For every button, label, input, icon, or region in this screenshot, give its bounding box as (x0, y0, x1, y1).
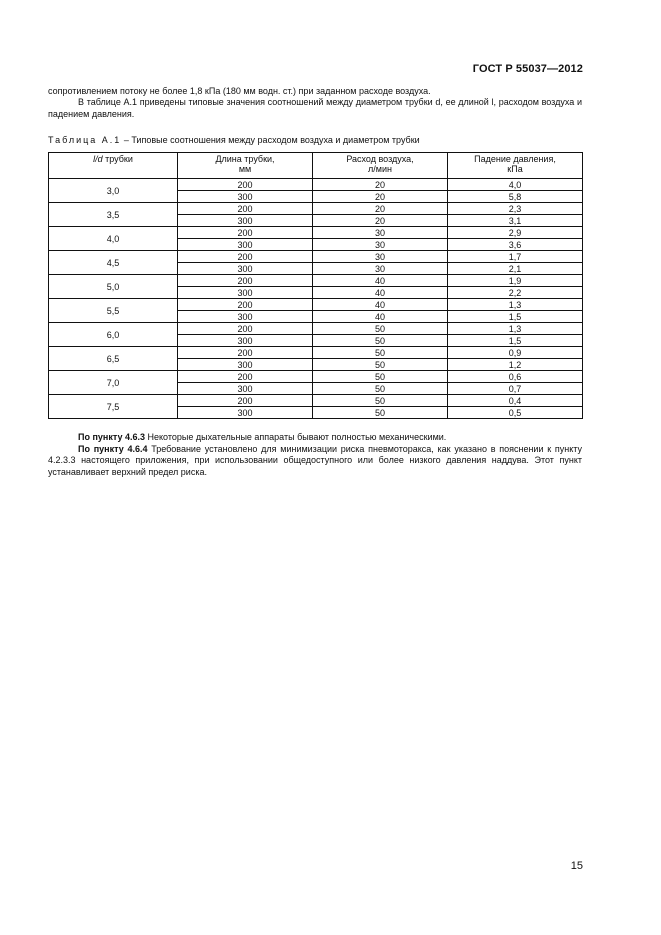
intro-line-1: сопротивлением потоку не более 1,8 кПа (180 мм водн. ст.) при заданном расходе воздуха. (48, 86, 431, 96)
length-cell: 200 (178, 251, 313, 263)
header-pressure-unit: кПа (507, 164, 523, 174)
length-cell: 200 (178, 323, 313, 335)
airflow-table (48, 152, 583, 419)
length-cell: 300 (178, 383, 313, 395)
pressure-cell: 2,9 (448, 227, 583, 239)
pressure-cell: 1,9 (448, 275, 583, 287)
page-number: 15 (570, 860, 583, 872)
flow-cell: 50 (313, 371, 448, 383)
table-row (49, 347, 583, 359)
note-4-6-4-label: По пункту 4.6.4 (78, 443, 148, 454)
flow-cell: 40 (313, 287, 448, 299)
header-length-label: Длина трубки, (215, 154, 275, 164)
flow-cell: 30 (313, 263, 448, 275)
length-cell: 300 (178, 287, 313, 299)
pressure-cell: 0,4 (448, 395, 583, 407)
length-cell: 300 (178, 239, 313, 251)
note-4-6-4 (48, 444, 582, 479)
flow-cell: 50 (313, 347, 448, 359)
pressure-cell: 1,7 (448, 251, 583, 263)
table-body (49, 179, 583, 419)
pressure-cell: 1,3 (448, 299, 583, 311)
ld-cell: 6,0 (49, 323, 178, 347)
table-row (49, 275, 583, 287)
document-code: ГОСТ Р 55037—2012 (472, 63, 583, 75)
flow-cell: 50 (313, 395, 448, 407)
table-row (49, 323, 583, 335)
note-4-6-3-text: Некоторые дыхательные аппараты бывают полностью механическими. (145, 432, 447, 442)
header-flow-unit: л/мин (368, 164, 392, 174)
intro-text (48, 86, 582, 120)
flow-cell: 50 (313, 359, 448, 371)
note-4-6-3-label: По пункту 4.6.3 (78, 432, 146, 442)
pressure-cell: 5,8 (448, 191, 583, 203)
flow-cell: 50 (313, 383, 448, 395)
table-row (49, 203, 583, 215)
length-cell: 200 (178, 179, 313, 191)
length-cell: 200 (178, 275, 313, 287)
pressure-cell: 1,5 (448, 311, 583, 323)
length-cell: 200 (178, 203, 313, 215)
pressure-cell: 4,0 (448, 179, 583, 191)
header-pressure-label: Падение давления, (474, 154, 556, 164)
ld-cell: 3,0 (49, 179, 178, 203)
table-caption (48, 135, 420, 145)
flow-cell: 20 (313, 215, 448, 227)
flow-cell: 20 (313, 203, 448, 215)
length-cell: 300 (178, 191, 313, 203)
length-cell: 200 (178, 227, 313, 239)
header-ld-italic: l/d (93, 154, 103, 164)
pressure-cell: 1,3 (448, 323, 583, 335)
header-ld (49, 153, 178, 179)
ld-cell: 3,5 (49, 203, 178, 227)
header-flow (313, 153, 448, 179)
flow-cell: 40 (313, 299, 448, 311)
length-cell: 300 (178, 311, 313, 323)
table-row (49, 371, 583, 383)
flow-cell: 50 (313, 323, 448, 335)
flow-cell: 50 (313, 407, 448, 419)
note-4-6-3 (48, 432, 582, 444)
length-cell: 200 (178, 299, 313, 311)
pressure-cell: 3,6 (448, 239, 583, 251)
length-cell: 300 (178, 263, 313, 275)
pressure-cell: 2,3 (448, 203, 583, 215)
flow-cell: 20 (313, 191, 448, 203)
ld-cell: 6,5 (49, 347, 178, 371)
intro-line-2: В таблице А.1 приведены типовые значения соотношений между диаметром трубки d, ее длиной l, расходом воздуха и падением давления. (48, 97, 582, 119)
pressure-cell: 0,6 (448, 371, 583, 383)
ld-cell: 5,0 (49, 275, 178, 299)
table-caption-prefix: Таблица А.1 (48, 135, 122, 145)
table-row (49, 227, 583, 239)
table-row (49, 395, 583, 407)
length-cell: 200 (178, 395, 313, 407)
notes-section (48, 432, 582, 478)
flow-cell: 30 (313, 239, 448, 251)
ld-cell: 7,5 (49, 395, 178, 419)
length-cell: 300 (178, 407, 313, 419)
ld-cell: 7,0 (49, 371, 178, 395)
ld-cell: 4,5 (49, 251, 178, 275)
table-caption-text: – Типовые соотношения между расходом воздуха и диаметром трубки (121, 135, 420, 145)
length-cell: 300 (178, 359, 313, 371)
header-ld-rest: трубки (102, 154, 133, 164)
length-cell: 300 (178, 215, 313, 227)
pressure-cell: 2,2 (448, 287, 583, 299)
table-row (49, 179, 583, 191)
length-cell: 200 (178, 371, 313, 383)
note-4-6-4-text: Требование установлено для минимизации риска пневмоторакса, как указано в пояснении к пункту 4.2.3.3 настоящего приложения, при использовании общедоступного или более низкого давления наддува. Этот пункт устанавливает верхний предел риска. (48, 443, 582, 477)
ld-cell: 4,0 (49, 227, 178, 251)
pressure-cell: 0,5 (448, 407, 583, 419)
flow-cell: 40 (313, 275, 448, 287)
ld-cell: 5,5 (49, 299, 178, 323)
pressure-cell: 1,5 (448, 335, 583, 347)
flow-cell: 50 (313, 335, 448, 347)
header-length (178, 153, 313, 179)
pressure-cell: 0,7 (448, 383, 583, 395)
flow-cell: 20 (313, 179, 448, 191)
table-row (49, 251, 583, 263)
length-cell: 200 (178, 347, 313, 359)
header-flow-label: Расход воздуха, (346, 154, 414, 164)
flow-cell: 30 (313, 251, 448, 263)
header-pressure (448, 153, 583, 179)
flow-cell: 30 (313, 227, 448, 239)
pressure-cell: 3,1 (448, 215, 583, 227)
table-header-row (49, 153, 583, 179)
pressure-cell: 0,9 (448, 347, 583, 359)
flow-cell: 40 (313, 311, 448, 323)
header-length-unit: мм (238, 164, 252, 174)
pressure-cell: 2,1 (448, 263, 583, 275)
table-row (49, 299, 583, 311)
pressure-cell: 1,2 (448, 359, 583, 371)
length-cell: 300 (178, 335, 313, 347)
